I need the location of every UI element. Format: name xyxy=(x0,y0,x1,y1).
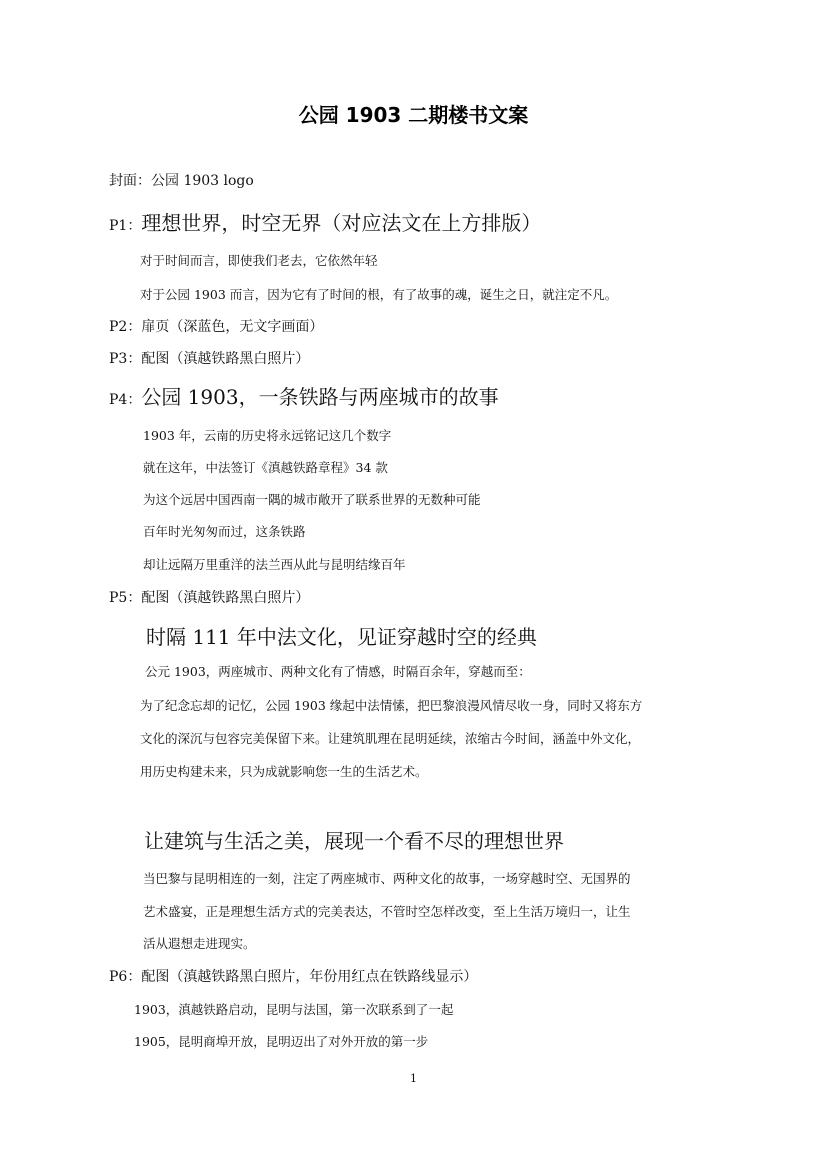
section2-paragraph-line: 活从遐想走进现实。 xyxy=(143,936,256,951)
p5-paragraph-line: 用历史构建未来，只为成就影响您一生的生活艺术。 xyxy=(140,764,428,779)
p6-text: 配图（滇越铁路黑白照片，年份用红点在铁路线显示） xyxy=(141,969,478,985)
cover-line: 封面：公园 1903 logo xyxy=(109,173,254,189)
p4-line: 为这个远居中国西南一隅的城市敞开了联系世界的无数种可能 xyxy=(143,492,481,507)
p1-heading-row xyxy=(109,213,541,233)
section2-paragraph-line: 艺术盛宴，正是理想生活方式的完美表达，不管时空怎样改变，至上生活万境归一，让生 xyxy=(143,904,631,919)
p5-text: 配图（滇越铁路黑白照片） xyxy=(141,590,310,606)
p5-heading: 时隔 111 年中法文化，见证穿越时空的经典 xyxy=(146,625,537,649)
p6-row xyxy=(109,970,477,984)
p1-line: 对于公园 1903 而言，因为它有了时间的根，有了故事的魂，诞生之日，就注定不凡。 xyxy=(140,287,618,302)
p4-line: 1903 年，云南的历史将永远铭记这几个数字 xyxy=(143,428,392,443)
p4-line: 就在这年，中法签订《滇越铁路章程》34 款 xyxy=(143,460,388,475)
p3-text: 配图（滇越铁路黑白照片） xyxy=(141,351,310,367)
p3-label: P3： xyxy=(109,351,142,367)
section2-paragraph-line: 当巴黎与昆明相连的一刻，注定了两座城市、两种文化的故事，一场穿越时空、无国界的 xyxy=(143,871,631,886)
p1-line: 对于时间而言，即使我们老去，它依然年轻 xyxy=(140,253,378,268)
p4-heading: 公园 1903，一条铁路与两座城市的故事 xyxy=(141,385,499,409)
p2-row xyxy=(109,320,323,334)
p6-label: P6： xyxy=(109,969,142,985)
p5-intro: 公元 1903，两座城市、两种文化有了情感，时隔百余年，穿越而至： xyxy=(145,664,531,679)
page-number: 1 xyxy=(410,1072,417,1085)
p5-row xyxy=(109,591,309,605)
p5-paragraph-line: 为了纪念忘却的记忆，公园 1903 缘起中法情愫，把巴黎浪漫风情尽收一身，同时又将东方 xyxy=(140,698,643,713)
p6-line: 1905，昆明商埠开放，昆明迈出了对外开放的第一步 xyxy=(134,1034,429,1049)
p2-label: P2： xyxy=(109,319,142,335)
section2-heading: 让建筑与生活之美，展现一个看不尽的理想世界 xyxy=(144,829,564,853)
p4-line: 却让远隔万里重洋的法兰西从此与昆明结缘百年 xyxy=(143,557,406,572)
document-title: 公园 1903 二期楼书文案 xyxy=(298,103,529,127)
p5-label: P5： xyxy=(109,590,142,606)
p1-heading: 理想世界，时空无界（对应法文在上方排版） xyxy=(141,211,542,235)
p1-label: P1： xyxy=(109,218,142,234)
p5-paragraph-line: 文化的深沉与包容完美保留下来。让建筑肌理在昆明延续，浓缩古今时间，涵盖中外文化， xyxy=(140,731,641,746)
p3-row xyxy=(109,352,309,366)
p6-line: 1903，滇越铁路启动，昆明与法国，第一次联系到了一起 xyxy=(134,1002,454,1017)
p2-text: 扉页（深蓝色，无文字画面） xyxy=(141,319,324,335)
p4-label: P4： xyxy=(109,392,142,408)
p4-line: 百年时光匆匆而过，这条铁路 xyxy=(143,524,306,539)
p4-heading-row xyxy=(109,387,499,407)
